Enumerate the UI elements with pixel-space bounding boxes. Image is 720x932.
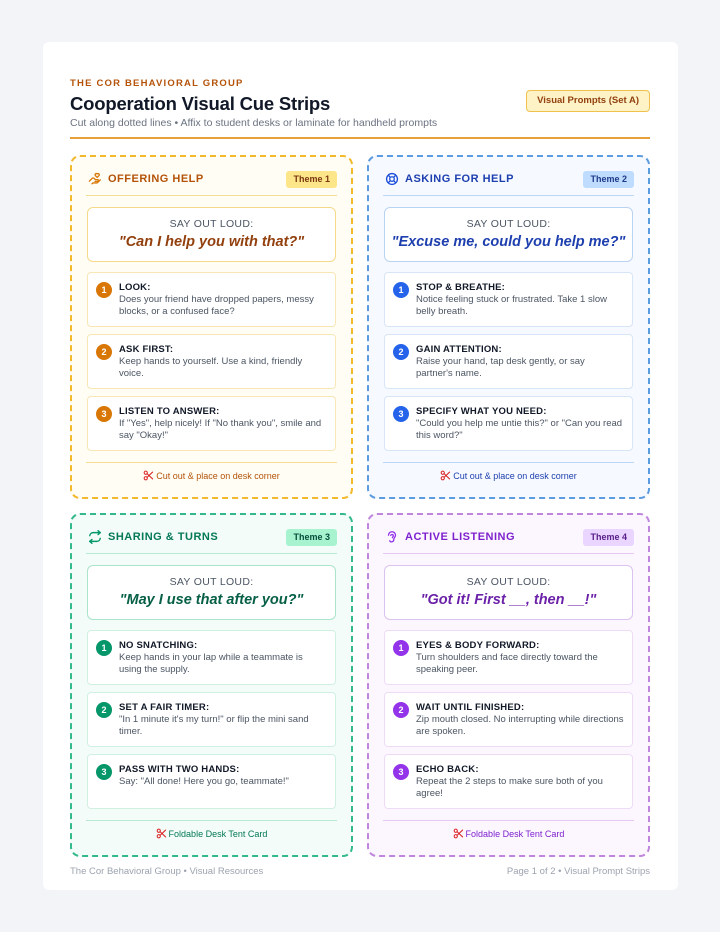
step-title: SET A FAIR TIMER: xyxy=(119,702,210,713)
say-quote: "Excuse me, could you help me?" xyxy=(391,234,626,250)
scissors-icon xyxy=(156,828,167,839)
say-out-loud-box xyxy=(384,565,633,620)
card-title: OFFERING HELP xyxy=(108,173,204,185)
step-title: ASK FIRST: xyxy=(119,344,174,355)
step-text: Raise your hand, tap desk gently, or say partner's name. xyxy=(416,356,585,379)
say-quote: "Can I help you with that?" xyxy=(118,234,305,250)
footer-text: Foldable Desk Tent Card xyxy=(168,829,268,839)
worksheet-page xyxy=(43,42,678,890)
step-text: Repeat the 2 steps to make sure both of you agree! xyxy=(416,776,603,799)
step-3 xyxy=(384,396,633,451)
step-1 xyxy=(87,630,336,685)
say-quote: "May I use that after you?" xyxy=(119,592,304,608)
theme-badge: Theme 2 xyxy=(583,171,634,188)
step-text: Keep hands in your lap while a teammate is using the supply. xyxy=(119,652,303,675)
organization-name: THE COR BEHAVIORAL GROUP xyxy=(70,78,244,89)
step-text: If "Yes", help nicely! If "No thank you", smile and say "Okay!" xyxy=(119,418,322,441)
page-footer-right: Page 1 of 2 • Visual Prompt Strips xyxy=(506,866,650,877)
step-3 xyxy=(384,754,633,809)
page-subtitle: Cut along dotted lines • Affix to student desks or laminate for handheld prompts xyxy=(70,117,438,129)
step-text: "In 1 minute it's my turn!" or flip the mini sand timer. xyxy=(119,714,309,737)
step-title: NO SNATCHING: xyxy=(119,640,198,651)
set-badge: Visual Prompts (Set A) xyxy=(526,90,650,112)
card-header xyxy=(86,171,337,197)
step-title: PASS WITH TWO HANDS: xyxy=(119,764,240,775)
footer-divider xyxy=(383,462,634,463)
step-1 xyxy=(384,630,633,685)
card-title: ASKING FOR HELP xyxy=(405,173,514,185)
card-footer xyxy=(369,828,648,839)
footer-divider xyxy=(86,462,337,463)
step-3 xyxy=(87,396,336,451)
swap-arrows-icon xyxy=(88,530,102,544)
step-2 xyxy=(87,334,336,389)
cue-card-active-listening xyxy=(367,513,650,857)
say-label: SAY OUT LOUD: xyxy=(466,218,551,230)
card-footer xyxy=(369,470,648,481)
step-number: 1 xyxy=(393,282,409,298)
card-title: ACTIVE LISTENING xyxy=(405,531,516,543)
page-footer-left: The Cor Behavioral Group • Visual Resources xyxy=(70,866,264,877)
step-title: WAIT UNTIL FINISHED: xyxy=(416,702,525,713)
say-label: SAY OUT LOUD: xyxy=(466,576,551,588)
step-text: Zip mouth closed. No interrupting while directions are spoken. xyxy=(416,714,624,737)
step-number: 3 xyxy=(96,764,112,780)
step-title: ECHO BACK: xyxy=(416,764,479,775)
step-title: SPECIFY WHAT YOU NEED: xyxy=(416,406,547,417)
step-2 xyxy=(87,692,336,747)
step-number: 2 xyxy=(393,702,409,718)
header-divider xyxy=(383,195,634,196)
step-2 xyxy=(384,334,633,389)
scissors-icon xyxy=(453,828,464,839)
theme-badge: Theme 1 xyxy=(286,171,337,188)
header-divider xyxy=(86,553,337,554)
theme-badge: Theme 3 xyxy=(286,529,337,546)
cue-card-asking-for-help xyxy=(367,155,650,499)
ear-icon xyxy=(385,530,399,544)
step-title: EYES & BODY FORWARD: xyxy=(416,640,540,651)
card-footer xyxy=(72,470,351,481)
footer-text: Cut out & place on desk corner xyxy=(156,471,280,481)
step-text: Say: "All done! Here you go, teammate!" xyxy=(119,776,289,787)
say-out-loud-box xyxy=(87,207,336,262)
step-number: 3 xyxy=(393,764,409,780)
step-title: LISTEN TO ANSWER: xyxy=(119,406,220,417)
theme-badge: Theme 4 xyxy=(583,529,634,546)
step-number: 2 xyxy=(393,344,409,360)
step-number: 1 xyxy=(96,640,112,656)
footer-text: Foldable Desk Tent Card xyxy=(465,829,565,839)
say-quote: "Got it! First __, then __!" xyxy=(420,592,597,608)
card-header xyxy=(86,529,337,555)
say-out-loud-box xyxy=(384,207,633,262)
card-footer xyxy=(72,828,351,839)
step-1 xyxy=(87,272,336,327)
card-title: SHARING & TURNS xyxy=(108,531,219,543)
say-out-loud-box xyxy=(87,565,336,620)
lifebuoy-icon xyxy=(385,172,399,186)
step-number: 1 xyxy=(96,282,112,298)
step-3 xyxy=(87,754,336,809)
step-2 xyxy=(384,692,633,747)
step-number: 3 xyxy=(393,406,409,422)
step-text: Keep hands to yourself. Use a kind, friendly voice. xyxy=(119,356,303,379)
cue-card-offering-help xyxy=(70,155,353,499)
step-text: "Could you help me untie this?" or "Can you read this word?" xyxy=(416,418,623,441)
step-title: GAIN ATTENTION: xyxy=(416,344,502,355)
step-1 xyxy=(384,272,633,327)
card-header xyxy=(383,529,634,555)
step-number: 1 xyxy=(393,640,409,656)
step-text: Turn shoulders and face directly toward the speaking peer. xyxy=(416,652,598,675)
cue-card-sharing-turns xyxy=(70,513,353,857)
header-divider xyxy=(383,553,634,554)
footer-text: Cut out & place on desk corner xyxy=(453,471,577,481)
step-title: STOP & BREATHE: xyxy=(416,282,506,293)
step-title: LOOK: xyxy=(119,282,151,293)
scissors-icon xyxy=(143,470,154,481)
scissors-icon xyxy=(440,470,451,481)
say-label: SAY OUT LOUD: xyxy=(169,576,254,588)
step-text: Does your friend have dropped papers, messy blocks, or a confused face? xyxy=(119,294,314,317)
header-divider xyxy=(70,137,650,139)
page-title: Cooperation Visual Cue Strips xyxy=(70,93,331,114)
step-number: 2 xyxy=(96,702,112,718)
say-label: SAY OUT LOUD: xyxy=(169,218,254,230)
footer-divider xyxy=(86,820,337,821)
step-number: 2 xyxy=(96,344,112,360)
footer-divider xyxy=(383,820,634,821)
step-text: Notice feeling stuck or frustrated. Take 1 slow belly breath. xyxy=(416,294,607,317)
card-header xyxy=(383,171,634,197)
step-number: 3 xyxy=(96,406,112,422)
header-divider xyxy=(86,195,337,196)
hand-heart-icon xyxy=(88,172,102,186)
